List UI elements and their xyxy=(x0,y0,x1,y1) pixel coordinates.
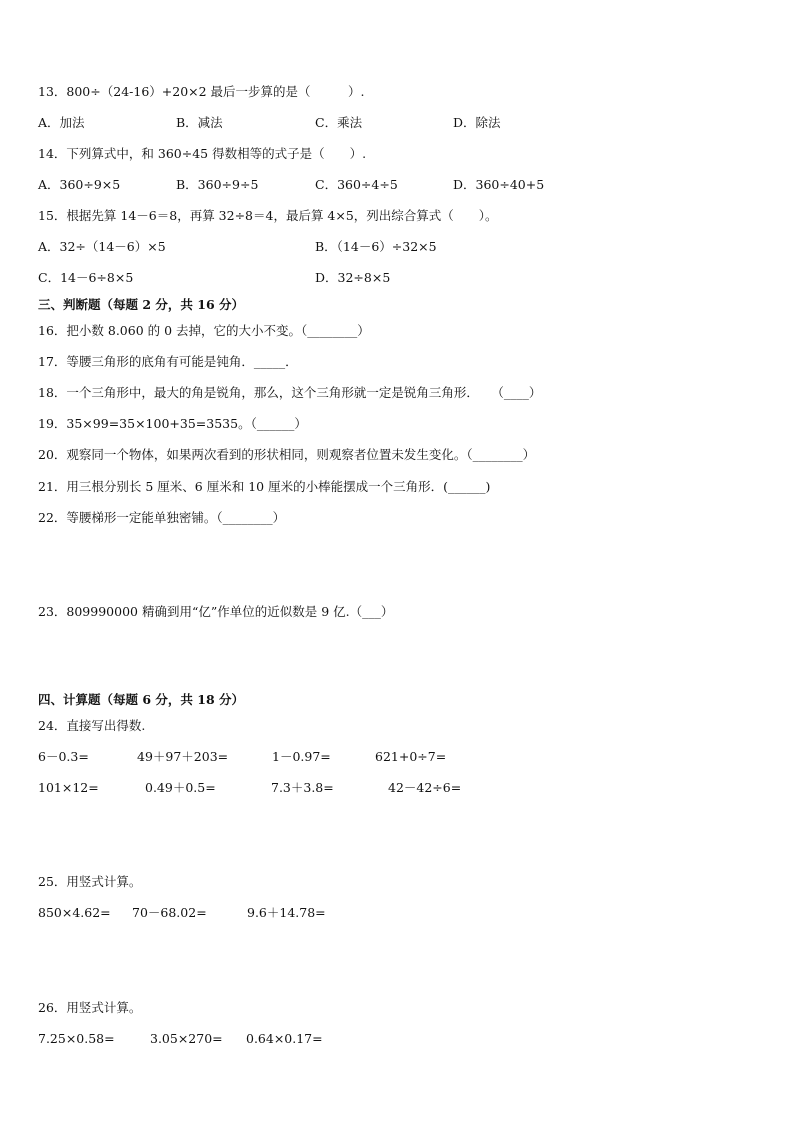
q14-option-a: A．360÷9×5 xyxy=(38,177,121,192)
q14-option-c: C．360÷4÷5 xyxy=(315,177,398,192)
question-13: 13．800÷（24-16）+20×2 最后一步算的是（ ）. xyxy=(38,84,365,99)
q24-expr-2: 49＋97＋203= xyxy=(137,749,229,764)
judgment-item-22: 22．等腰梯形一定能单独密铺。（________） xyxy=(38,510,286,525)
judgment-item-23: 23．809990000 精确到用“亿”作单位的近似数是 9 亿.（___） xyxy=(38,604,394,619)
q13-option-c: C．乘法 xyxy=(315,115,363,130)
q15-option-d: D．32÷8×5 xyxy=(315,270,391,285)
judgment-item-19: 19．35×99=35×100+35=3535。（______） xyxy=(38,416,307,431)
section-heading-calculation: 四、计算题（每题 6 分，共 18 分） xyxy=(38,692,245,707)
q24-expr-3: 1－0.97= xyxy=(272,749,331,764)
q25-title: 25．用竖式计算。 xyxy=(38,874,142,889)
judgment-item-16: 16．把小数 8.060 的 0 去掉，它的大小不变。（________） xyxy=(38,323,370,338)
q24-expr-8: 42－42÷6= xyxy=(388,780,462,795)
q15-option-c: C．14－6÷8×5 xyxy=(38,270,134,285)
q15-option-b: B．（14－6）÷32×5 xyxy=(315,239,437,254)
q14-option-d: D．360÷40+5 xyxy=(453,177,545,192)
q25-expr-2: 70－68.02= xyxy=(132,905,207,920)
judgment-item-21: 21．用三根分别长 5 厘米、6 厘米和 10 厘米的小棒能摆成一个三角形．(______) xyxy=(38,479,491,494)
q24-expr-1: 6－0.3= xyxy=(38,749,89,764)
q25-expr-3: 9.6＋14.78= xyxy=(247,905,326,920)
judgment-item-17: 17．等腰三角形的底角有可能是钝角．_____． xyxy=(38,354,298,369)
q13-option-d: D．除法 xyxy=(453,115,501,130)
q26-expr-1: 7.25×0.58= xyxy=(38,1031,115,1046)
q25-expr-1: 850×4.62= xyxy=(38,905,111,920)
question-14: 14．下列算式中，和 360÷45 得数相等的式子是（ ）. xyxy=(38,146,367,161)
q14-option-b: B．360÷9÷5 xyxy=(176,177,259,192)
judgment-item-20: 20．观察同一个物体，如果两次看到的形状相同，则观察者位置未发生变化。（________） xyxy=(38,447,536,462)
q24-expr-6: 0.49＋0.5= xyxy=(145,780,216,795)
q24-expr-7: 7.3＋3.8= xyxy=(271,780,334,795)
section-heading-judgment: 三、判断题（每题 2 分，共 16 分） xyxy=(38,297,245,312)
q13-option-b: B．减法 xyxy=(176,115,223,130)
q15-option-a: A．32÷（14－6）×5 xyxy=(38,239,166,254)
q26-expr-2: 3.05×270= xyxy=(150,1031,223,1046)
q24-expr-5: 101×12= xyxy=(38,780,99,795)
q24-title: 24．直接写出得数. xyxy=(38,718,146,733)
q26-title: 26．用竖式计算。 xyxy=(38,1000,142,1015)
q13-option-a: A．加法 xyxy=(38,115,85,130)
q24-expr-4: 621+0÷7= xyxy=(375,749,447,764)
question-15: 15．根据先算 14－6＝8，再算 32÷8＝4，最后算 4×5，列出综合算式（ ）。 xyxy=(38,208,498,223)
q26-expr-3: 0.64×0.17= xyxy=(246,1031,323,1046)
judgment-item-18: 18．一个三角形中，最大的角是锐角，那么，这个三角形就一定是锐角三角形． （____） xyxy=(38,385,542,400)
